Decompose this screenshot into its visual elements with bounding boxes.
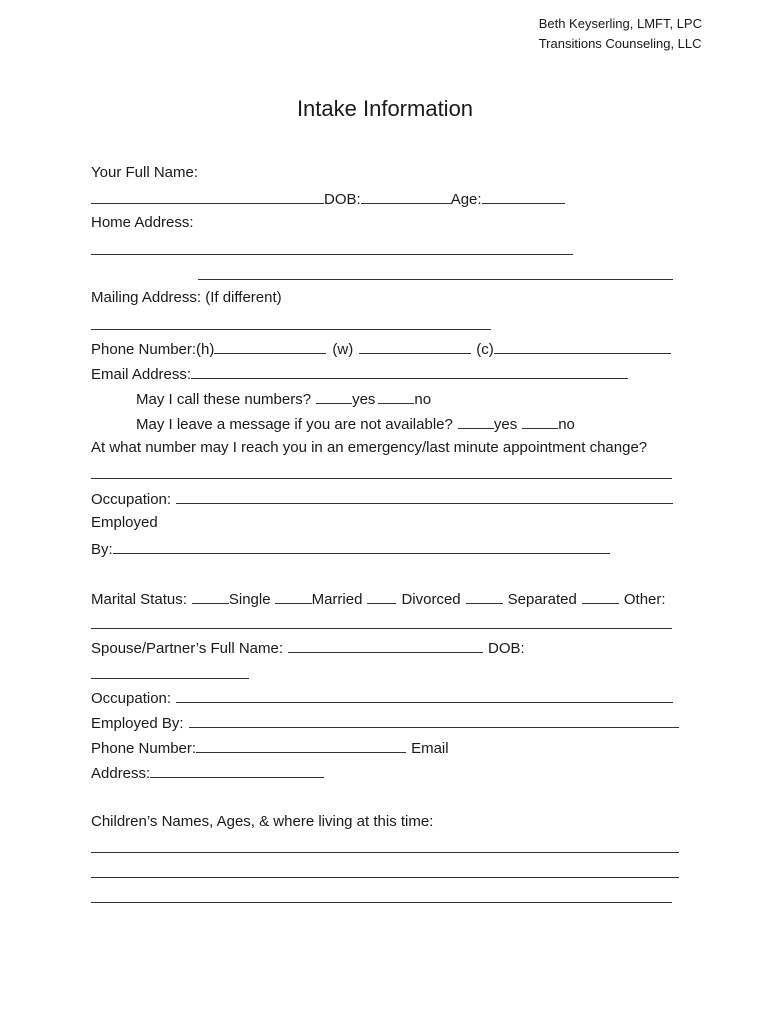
dob-field[interactable]: [361, 189, 451, 204]
phone-home-label: Phone Number:(h): [91, 341, 215, 358]
call-yes-label: yes: [352, 391, 376, 408]
single-field[interactable]: [192, 589, 229, 604]
call-no-label: no: [414, 391, 432, 408]
message-question: May I leave a message if you are not available?: [136, 416, 453, 433]
home-address-field-2[interactable]: [198, 279, 673, 280]
divorced-label: Divorced: [401, 591, 461, 608]
spouse-email-address-field[interactable]: [150, 763, 324, 778]
occupation-row: [91, 489, 673, 507]
practice-header: [539, 14, 702, 54]
call-yes-field[interactable]: [316, 389, 352, 404]
spouse-occupation-row: [91, 688, 673, 706]
spouse-occupation-field[interactable]: [176, 688, 673, 703]
spouse-phone-label: Phone Number:: [91, 740, 197, 757]
full-name-field[interactable]: [91, 189, 324, 204]
message-yes-field[interactable]: [458, 414, 494, 429]
spouse-occupation-label: Occupation:: [91, 690, 172, 707]
occupation-label: Occupation:: [91, 491, 172, 508]
children-field-3[interactable]: [91, 902, 672, 903]
phone-home-field[interactable]: [214, 339, 326, 354]
emergency-number-field[interactable]: [91, 478, 672, 479]
employed-label: Employed: [91, 514, 158, 531]
spouse-name-field[interactable]: [288, 638, 483, 653]
home-address-field-1[interactable]: [91, 254, 573, 255]
email-label: Email Address:: [91, 366, 192, 383]
message-no-field[interactable]: [522, 414, 558, 429]
spouse-employed-field[interactable]: [189, 713, 679, 728]
spouse-address-label: Address:: [91, 765, 151, 782]
marital-other-field[interactable]: [91, 628, 672, 629]
spouse-dob-label: DOB:: [488, 640, 525, 657]
children-field-2[interactable]: [91, 877, 679, 878]
call-no-field[interactable]: [378, 389, 414, 404]
full-name-label: Your Full Name:: [91, 164, 198, 181]
spouse-email-label: Email: [411, 740, 449, 757]
occupation-field[interactable]: [176, 489, 673, 504]
phone-cell-label: (c): [476, 341, 494, 358]
phone-row: [91, 339, 671, 357]
spouse-name-label: Spouse/Partner’s Full Name:: [91, 640, 284, 657]
spouse-employed-label: Employed By:: [91, 715, 184, 732]
name-dob-age-row: [91, 189, 565, 207]
emergency-question: At what number may I reach you in an emergency/last minute appointment change?: [91, 439, 648, 456]
message-yes-label: yes: [493, 416, 518, 433]
email-row: [91, 364, 628, 382]
spouse-employed-row: [91, 713, 679, 731]
call-question: May I call these numbers?: [136, 391, 312, 408]
other-label: Other:: [623, 591, 666, 608]
home-address-label: Home Address:: [91, 214, 194, 231]
marital-status-row: [91, 589, 666, 607]
separated-label: Separated: [507, 591, 577, 608]
single-label: Single: [228, 591, 271, 608]
mailing-address-label: Mailing Address: (If different): [91, 289, 282, 306]
page-title: Intake Information: [296, 96, 474, 121]
employed-by-field[interactable]: [113, 539, 610, 554]
phone-work-field[interactable]: [359, 339, 471, 354]
spouse-phone-field[interactable]: [196, 738, 406, 753]
separated-field[interactable]: [466, 589, 503, 604]
call-permission-row: [136, 389, 431, 407]
email-field[interactable]: [191, 364, 628, 379]
employed-by-row: [91, 539, 610, 557]
married-label: Married: [311, 591, 363, 608]
dob-label: DOB:: [324, 191, 361, 208]
practice-name: Transitions Counseling, LLC: [538, 36, 702, 51]
children-field-1[interactable]: [91, 852, 679, 853]
therapist-name: Beth Keyserling, LMFT, LPC: [538, 16, 702, 31]
marital-status-label: Marital Status:: [91, 591, 187, 608]
phone-work-label: (w): [332, 341, 354, 358]
spouse-phone-row: [91, 738, 449, 756]
spouse-address-row: [91, 763, 324, 781]
married-field[interactable]: [275, 589, 312, 604]
age-label: Age:: [450, 191, 482, 208]
age-field[interactable]: [482, 189, 565, 204]
other-field[interactable]: [582, 589, 619, 604]
message-permission-row: [136, 414, 575, 432]
divorced-field[interactable]: [367, 589, 396, 604]
message-no-label: no: [558, 416, 575, 433]
children-label: Children’s Names, Ages, & where living at this time:: [91, 813, 434, 830]
phone-cell-field[interactable]: [494, 339, 671, 354]
mailing-address-field[interactable]: [91, 329, 491, 330]
employed-by-label: By:: [91, 541, 113, 558]
spouse-dob-field[interactable]: [91, 678, 249, 679]
spouse-name-row: [91, 638, 525, 656]
